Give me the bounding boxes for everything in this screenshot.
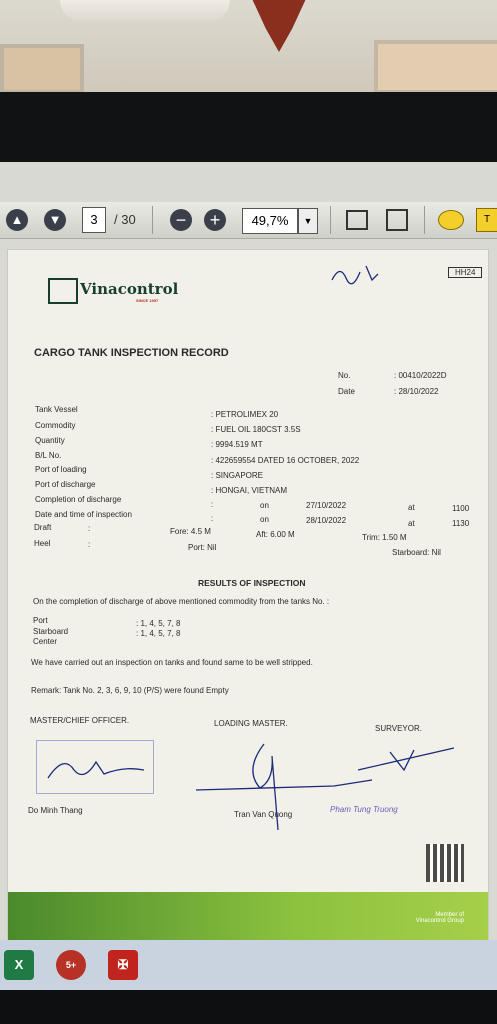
date-value: : 28/10/2022 bbox=[394, 387, 439, 396]
completion-at: at bbox=[408, 503, 415, 512]
page-down-icon[interactable]: ▼ bbox=[44, 209, 66, 231]
field-value: : bbox=[211, 514, 214, 523]
initial-signature bbox=[330, 260, 380, 286]
text-tool-icon[interactable]: T bbox=[476, 208, 497, 232]
field-value: : SINGAPORE bbox=[211, 471, 264, 480]
field-value: : PETROLIMEX 20 bbox=[211, 410, 279, 419]
ceiling-lamp bbox=[60, 0, 230, 22]
inspection-date: 28/10/2022 bbox=[306, 516, 347, 525]
tank-port-label: Port bbox=[33, 616, 48, 625]
page-number-input[interactable]: 3 bbox=[82, 207, 106, 233]
app-badge-icon[interactable]: 5+ bbox=[56, 950, 86, 980]
zoom-dropdown-icon[interactable]: ▼ bbox=[298, 208, 318, 234]
heel-label: Heel bbox=[34, 539, 51, 548]
field-value: : HONGAI, VIETNAM bbox=[211, 486, 288, 495]
draft-aft: Aft: 6.00 M bbox=[256, 530, 295, 539]
name-master: Do Minh Thang bbox=[28, 806, 83, 815]
inspection-on: on bbox=[260, 515, 269, 524]
sign-master-label: MASTER/CHIEF OFFICER. bbox=[30, 716, 130, 725]
heel-colon: : bbox=[88, 540, 91, 549]
field-value: : 422659554 DATED 16 OCTOBER, 2022 bbox=[211, 456, 360, 465]
zoom-out-icon[interactable]: − bbox=[170, 209, 192, 231]
completion-time: 1100 bbox=[452, 504, 470, 513]
no-label: No. bbox=[338, 371, 351, 380]
zoom-in-icon[interactable]: + bbox=[204, 209, 226, 231]
tank-center-label: Center bbox=[33, 637, 58, 646]
sign-surveyor-label: SURVEYOR. bbox=[375, 724, 422, 733]
date-label: Date bbox=[338, 387, 355, 396]
draft-colon: : bbox=[88, 524, 91, 533]
tank-port-value: : 1, 4, 5, 7, 8 bbox=[136, 619, 181, 628]
fit-page-icon[interactable] bbox=[386, 209, 408, 231]
inspection-time: 1130 bbox=[452, 519, 470, 528]
field-value: : bbox=[211, 500, 214, 509]
field-label: Commodity bbox=[35, 421, 76, 430]
vinacontrol-logo-icon bbox=[48, 278, 78, 304]
results-title: RESULTS OF INSPECTION bbox=[198, 578, 306, 588]
heel-starboard: Starboard: Nil bbox=[392, 548, 441, 557]
qr-code bbox=[426, 844, 464, 882]
results-intro: On the completion of discharge of above mentioned commodity from the tanks No. : bbox=[33, 597, 330, 606]
finding-text: We have carried out an inspection on tanks and found same to be well stripped. bbox=[31, 658, 313, 667]
inspection-at: at bbox=[408, 519, 415, 528]
toolbar-divider bbox=[152, 206, 153, 234]
comment-icon[interactable] bbox=[438, 210, 464, 230]
draft-fore: Fore: 4.5 M bbox=[170, 527, 211, 536]
zoom-field[interactable]: 49,7% bbox=[242, 208, 298, 234]
master-signature bbox=[44, 748, 154, 788]
taskbar bbox=[0, 940, 497, 990]
toolbar-divider bbox=[330, 206, 331, 234]
page-up-icon[interactable]: ▲ bbox=[6, 209, 28, 231]
draft-trim: Trim: 1.50 M bbox=[362, 533, 407, 542]
completion-on: on bbox=[260, 501, 269, 510]
pdf-toolbar bbox=[0, 202, 497, 239]
company-since: SINCE 1957 bbox=[136, 298, 159, 303]
company-logo: Vinacontrol bbox=[80, 280, 179, 298]
footer-band bbox=[8, 892, 488, 940]
wall-ornament bbox=[246, 0, 312, 52]
form-code: HH24 bbox=[448, 267, 482, 278]
field-label: B/L No. bbox=[35, 451, 62, 460]
field-label: Date and time of inspection bbox=[35, 510, 132, 519]
heel-port: Port: Nil bbox=[188, 543, 217, 552]
page-total: / 30 bbox=[114, 212, 136, 227]
name-surveyor: Pham Tung Truong bbox=[330, 805, 398, 814]
field-value: : 9994.519 MT bbox=[211, 440, 263, 449]
tank-starboard-value: : 1, 4, 5, 7, 8 bbox=[136, 629, 181, 638]
field-label: Completion of discharge bbox=[35, 495, 122, 504]
field-label: Quantity bbox=[35, 436, 65, 445]
toolbar-divider bbox=[424, 206, 425, 234]
pdf-reader-icon[interactable]: ✠ bbox=[108, 950, 138, 980]
footer-member: Member of Vinacontrol Group bbox=[415, 912, 464, 924]
draft-label: Draft bbox=[34, 523, 52, 532]
document-title: CARGO TANK INSPECTION RECORD bbox=[34, 347, 229, 359]
name-loading: Tran Van Quong bbox=[234, 810, 293, 819]
tank-starboard-label: Starboard bbox=[33, 627, 69, 636]
window-left bbox=[0, 44, 84, 94]
remark-text: Remark: Tank No. 2, 3, 6, 9, 10 (P/S) were found Empty bbox=[31, 686, 229, 695]
field-label: Tank Vessel bbox=[35, 405, 78, 414]
loading-master-signature bbox=[194, 740, 464, 840]
monitor-bezel-bottom bbox=[0, 990, 497, 1024]
field-label: Port of discharge bbox=[35, 480, 96, 489]
no-value: : 00410/2022D bbox=[394, 371, 447, 380]
field-label: Port of loading bbox=[35, 465, 87, 474]
sign-loading-label: LOADING MASTER. bbox=[214, 719, 288, 728]
fit-width-icon[interactable] bbox=[346, 210, 368, 230]
completion-date: 27/10/2022 bbox=[306, 501, 347, 510]
excel-icon[interactable]: X bbox=[4, 950, 34, 980]
background-room bbox=[0, 0, 497, 92]
field-value: : FUEL OIL 180CST 3.5S bbox=[211, 425, 301, 434]
window-right bbox=[374, 40, 497, 94]
monitor-bezel-top bbox=[0, 92, 497, 162]
document-page bbox=[8, 250, 488, 940]
